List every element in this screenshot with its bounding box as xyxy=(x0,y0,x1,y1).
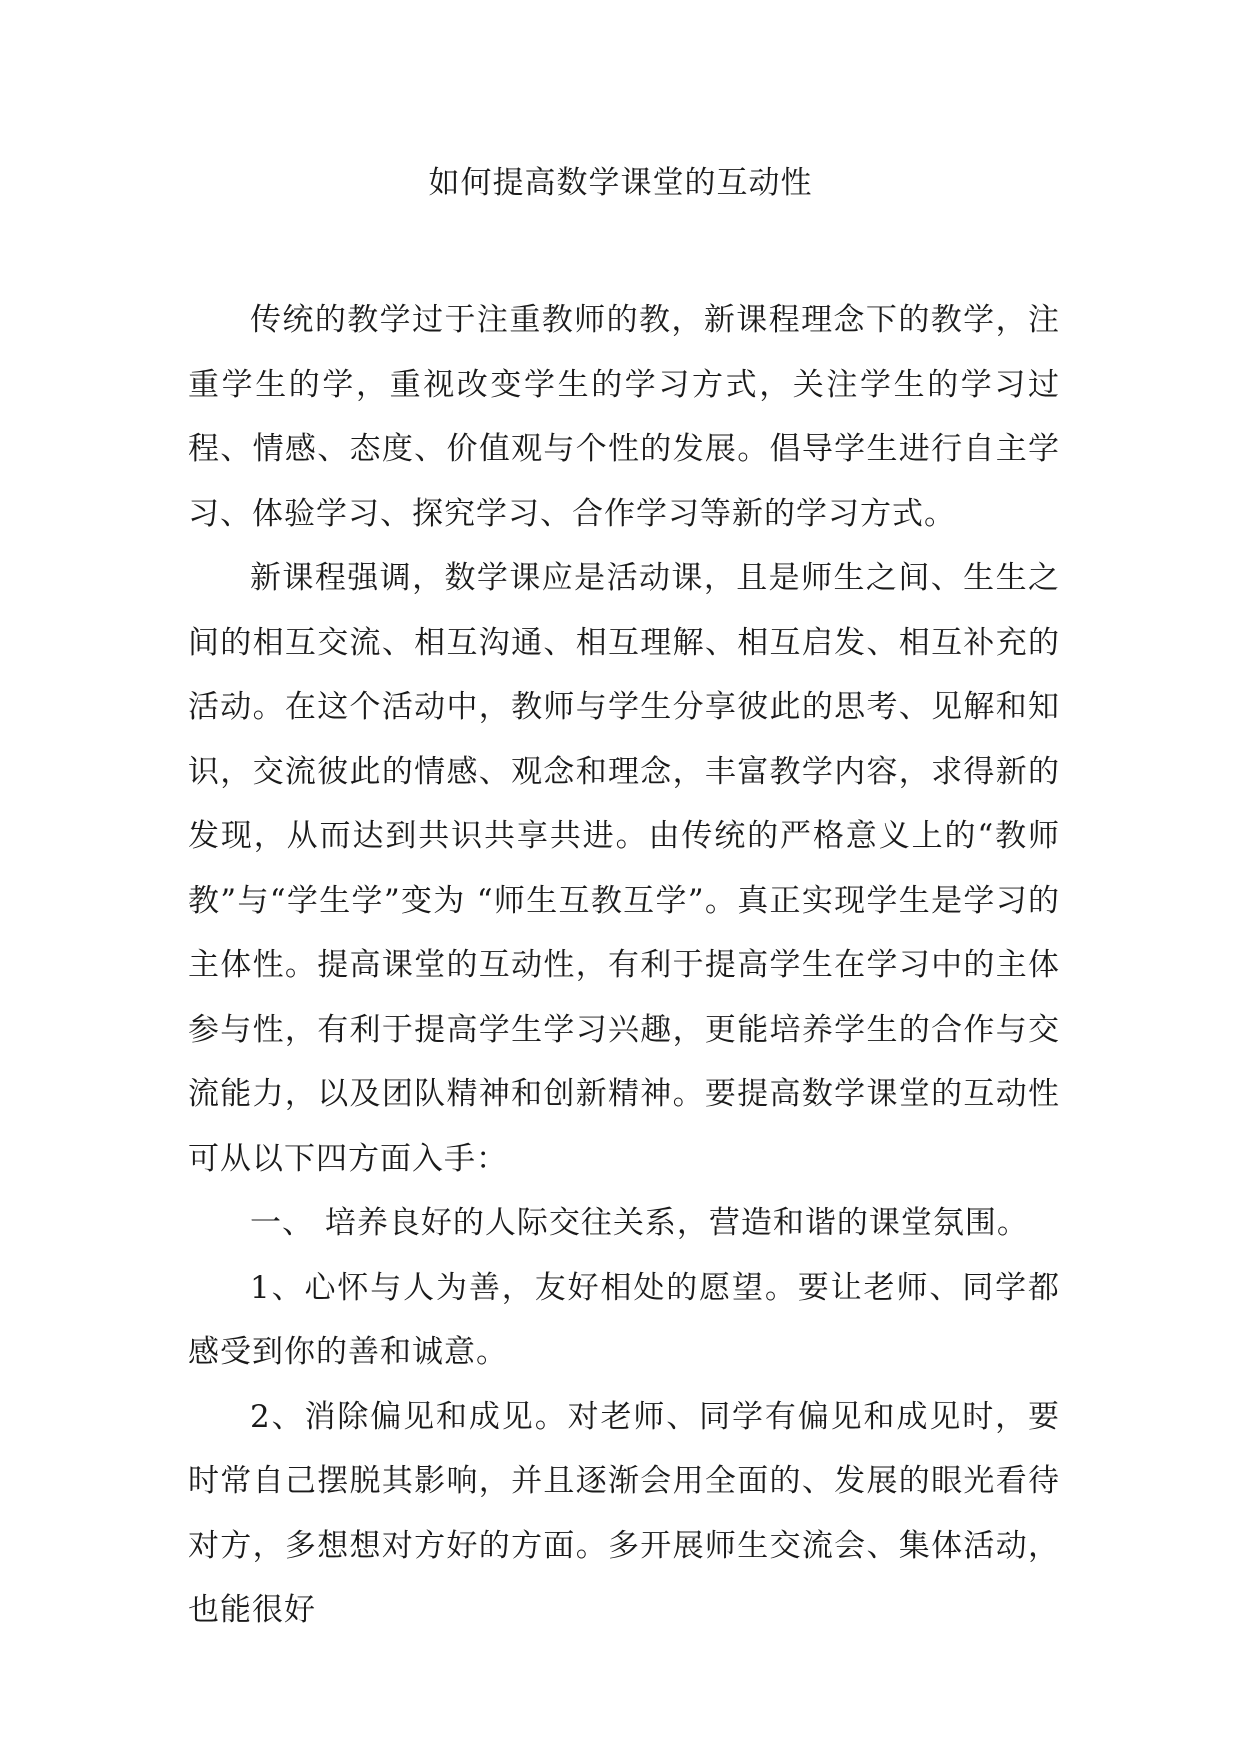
paragraph-new-curriculum: 新课程强调，数学课应是活动课，且是师生之间、生生之间的相互交流、相互沟通、相互理解、相互启发、相互补充的活动。在这个活动中，教师与学生分享彼此的思考、见解和知识，交流彼此的情感、观念和理念，丰富教学内容，求得新的发现，从而达到共识共享共进。由传统的严格意义上的“教师教”与“学生学”变为 “师生互教互学”。真正实现学生是学习的主体性。提高课堂的互动性，有利于提高学生在学习中的主体参与性，有利于提高学生学习兴趣，更能培养学生的合作与交流能力，以及团队精神和创新精神。要提高数学课堂的互动性可从以下四方面入手： xyxy=(188,560,1060,1177)
document-body xyxy=(188,288,1060,1643)
list-item-1: 1、心怀与人为善，友好相处的愿望。要让老师、同学都感受到你的善和诚意。 xyxy=(188,1269,1060,1370)
list-item-2: 2、消除偏见和成见。对老师、同学有偏见和成见时，要时常自己摆脱其影响，并且逐渐会用全面的、发展的眼光看待对方，多想想对方好的方面。多开展师生交流会、集体活动，也能很好 xyxy=(188,1398,1060,1628)
document-title: 如何提高数学课堂的互动性 xyxy=(428,165,813,201)
section-heading-one: 一、 培养良好的人际交往关系，营造和谐的课堂氛围。 xyxy=(250,1205,1029,1241)
paragraph-intro: 传统的教学过于注重教师的教，新课程理念下的教学，注重学生的学，重视改变学生的学习方式，关注学生的学习过程、情感、态度、价值观与个性的发展。倡导学生进行自主学习、体验学习、探究学习、合作学习等新的学习方式。 xyxy=(188,302,1060,532)
